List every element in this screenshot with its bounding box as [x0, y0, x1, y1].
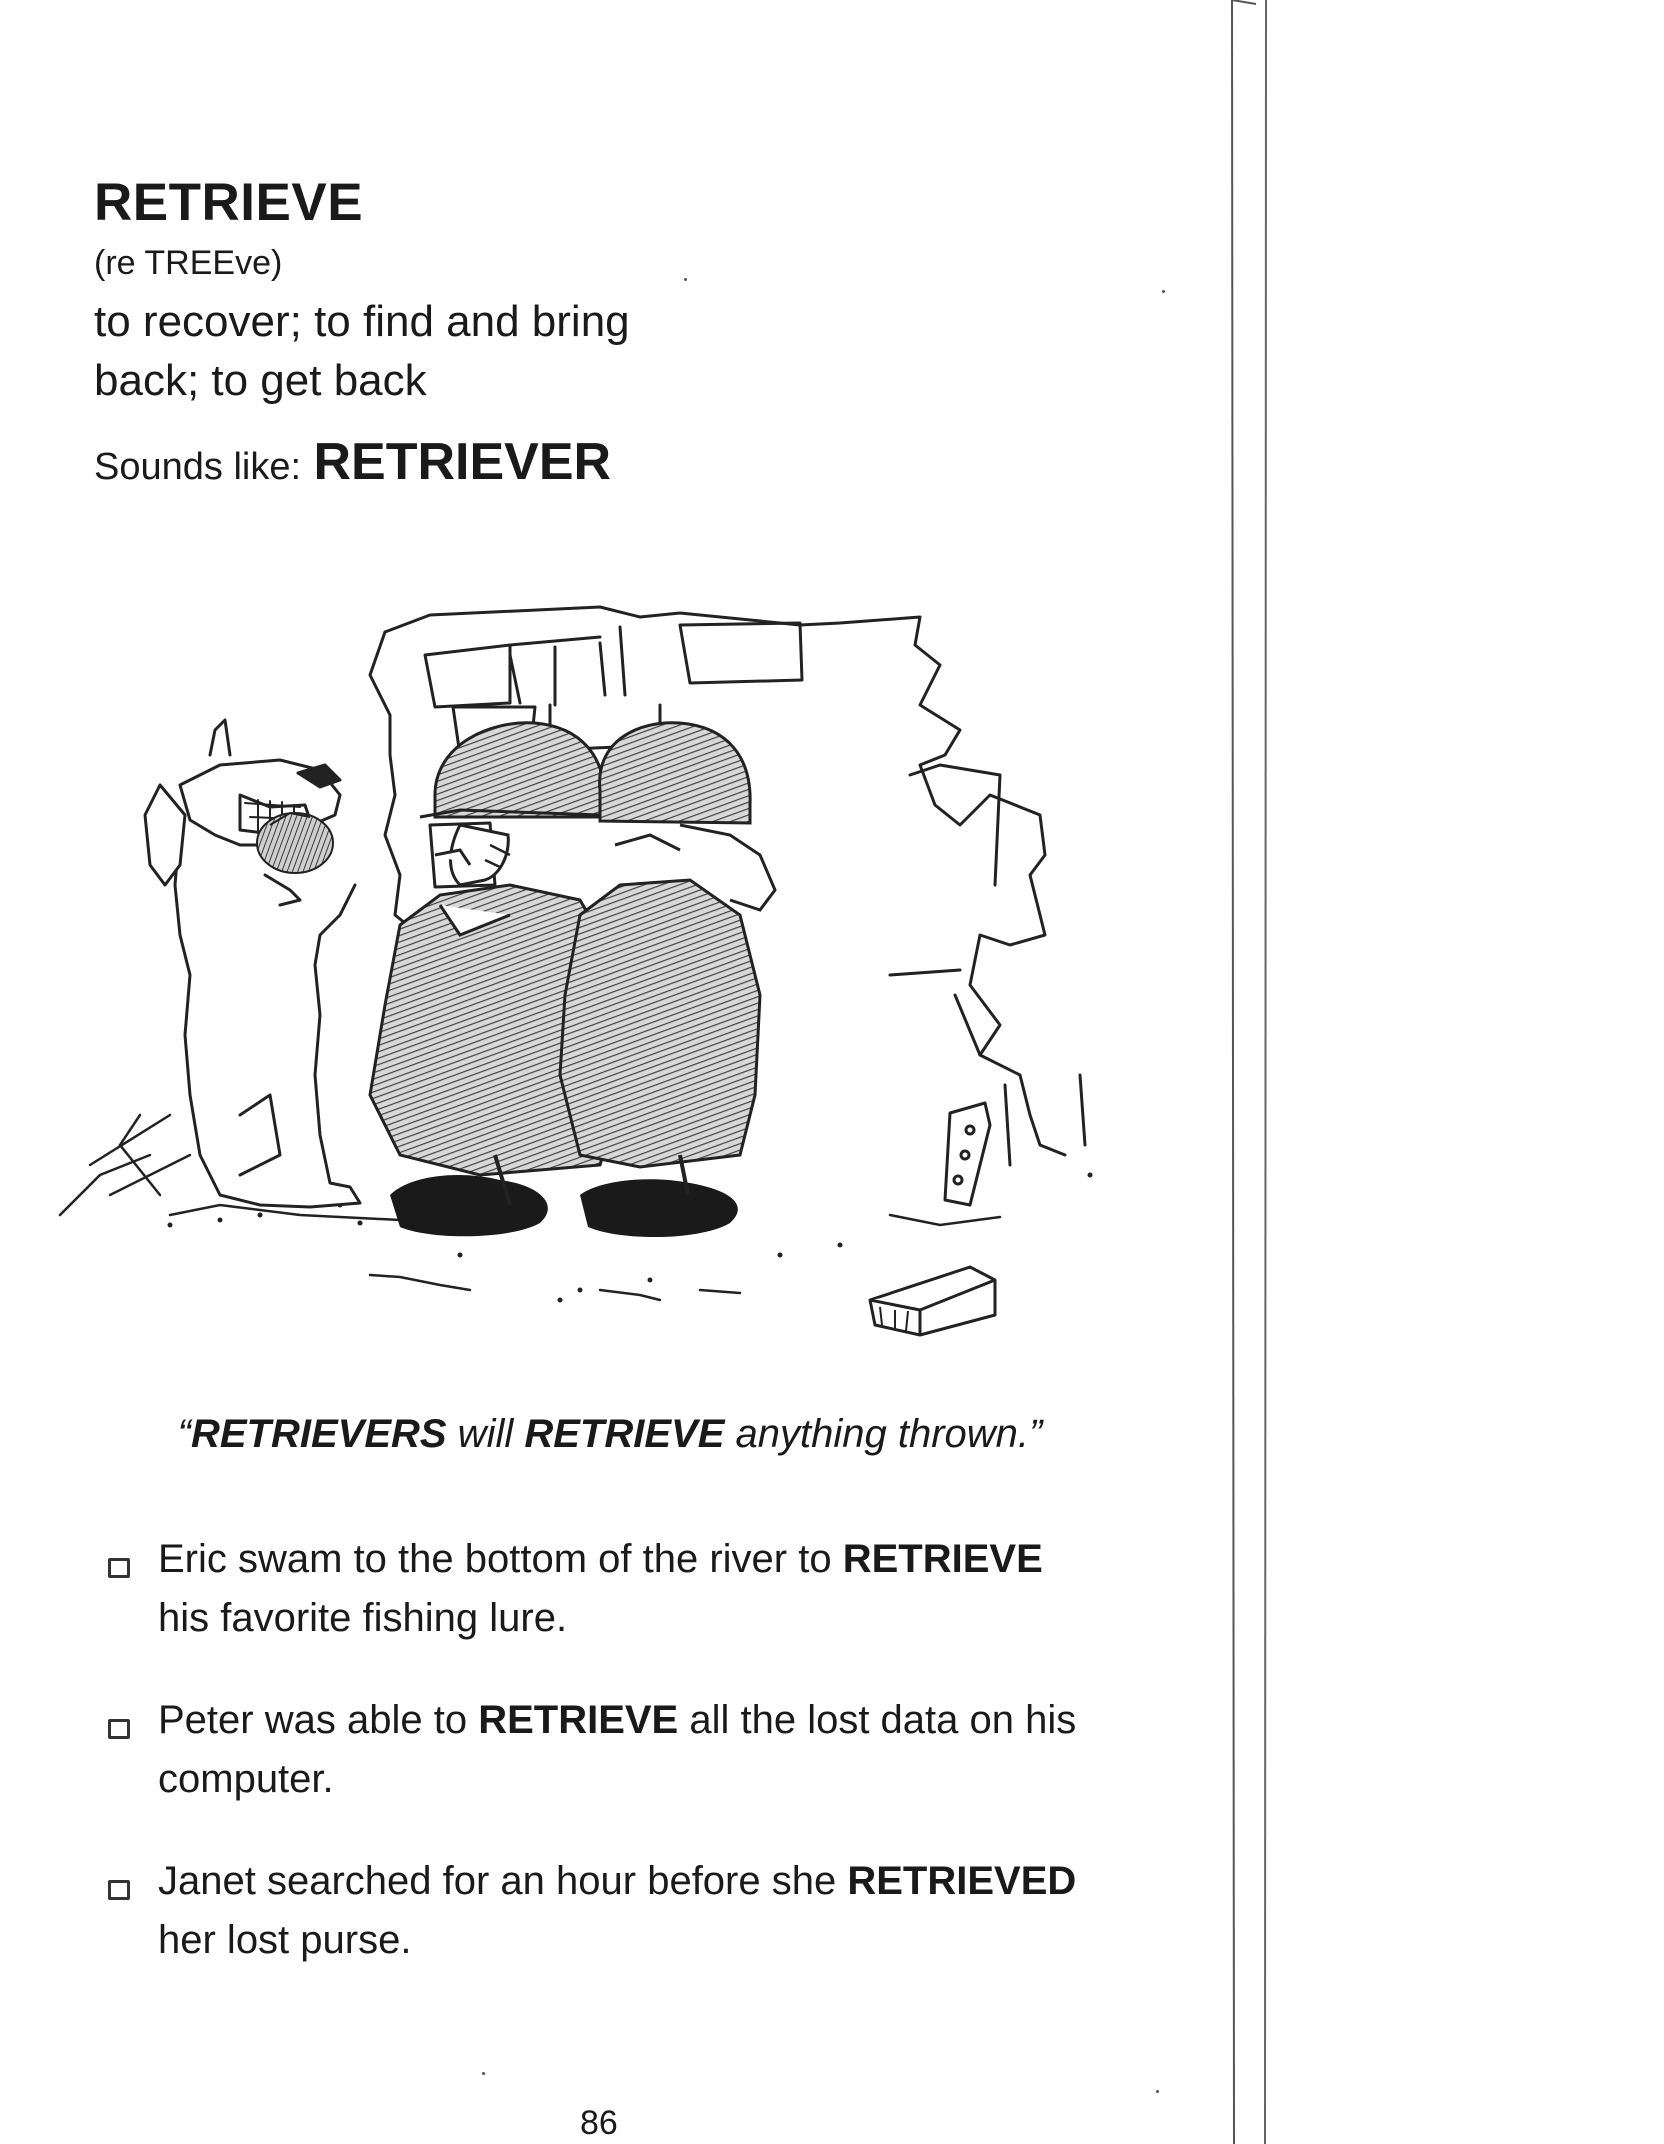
example-text-after: all the lost data on his computer.	[158, 1698, 1077, 1801]
example-keyword: RETRIEVED	[847, 1859, 1077, 1903]
cartoon-illustration	[40, 555, 1150, 1375]
caption-text-1: will	[446, 1412, 525, 1456]
example-text-after: her lost purse.	[158, 1918, 412, 1962]
headword: RETRIEVE	[94, 173, 364, 232]
example-keyword: RETRIEVE	[478, 1698, 679, 1742]
brick	[870, 1267, 995, 1335]
caption-open-quote: “	[177, 1412, 191, 1456]
speck	[684, 278, 687, 281]
example-text-before: Peter was able to	[158, 1698, 479, 1742]
caption-text-2: anything thrown.	[724, 1412, 1030, 1456]
definition: to recover; to find and bring back; to get back	[94, 297, 630, 405]
dog	[145, 720, 360, 1207]
checkbox-icon	[108, 1558, 130, 1578]
sounds-like-label: Sounds like:	[94, 446, 302, 488]
caption-close-quote: ”	[1029, 1412, 1043, 1456]
caption-bold-2: RETRIEVE	[524, 1412, 725, 1456]
sounds-like-word: RETRIEVER	[313, 433, 612, 491]
grenade	[257, 813, 333, 873]
list-item	[100, 1852, 1100, 1970]
page-number: 86	[580, 2104, 618, 2142]
list-item	[100, 1530, 1100, 1648]
checkbox-icon	[108, 1719, 130, 1739]
example-text-before: Eric swam to the bottom of the river to	[158, 1537, 843, 1581]
book-spine-edge	[1226, 0, 1276, 2144]
pronunciation: (re TREEve)	[94, 244, 283, 282]
caption	[0, 1412, 1220, 1457]
example-list	[100, 1530, 1100, 2013]
speck	[1162, 290, 1165, 293]
post	[945, 1103, 990, 1205]
example-keyword: RETRIEVE	[842, 1537, 1043, 1581]
example-text-before: Janet searched for an hour before she	[158, 1859, 848, 1903]
speck	[1156, 2090, 1159, 2093]
example-text-after: his favorite fishing lure.	[158, 1596, 568, 1640]
sounds-like	[94, 432, 611, 492]
speck	[482, 2072, 485, 2075]
list-item	[100, 1691, 1100, 1809]
checkbox-icon	[108, 1880, 130, 1900]
caption-bold-1: RETRIEVERS	[190, 1412, 447, 1456]
